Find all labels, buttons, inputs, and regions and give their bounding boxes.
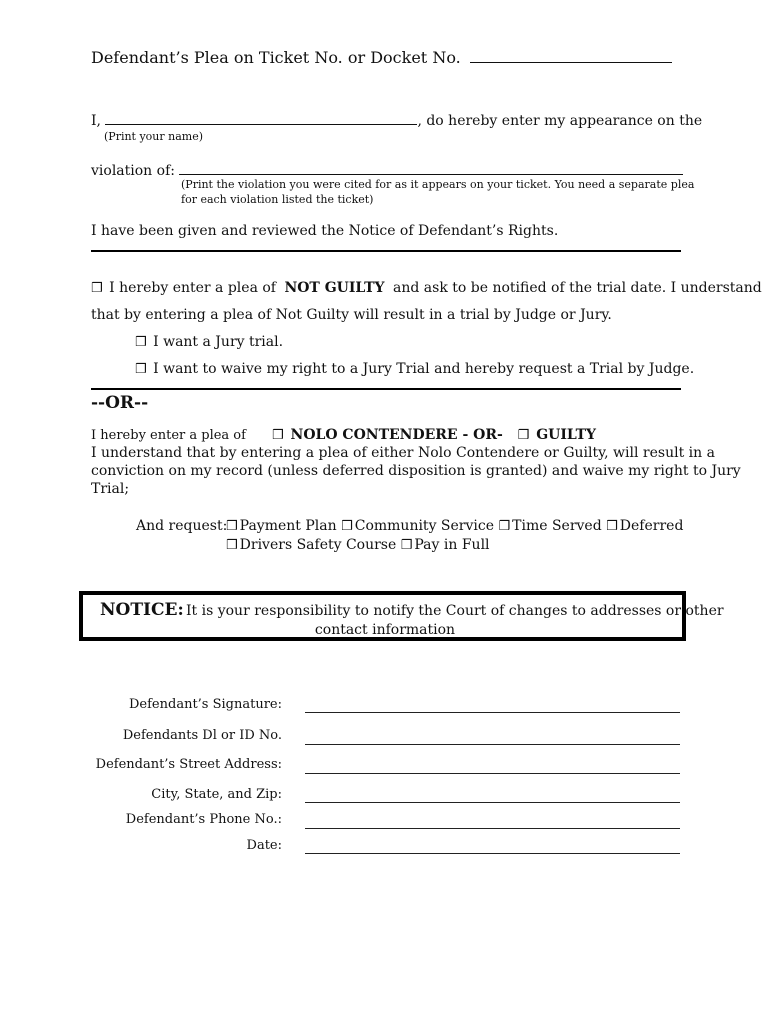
form-title: Defendant’s Plea on Ticket No. or Docket No.	[91, 48, 461, 67]
notice-heading: NOTICE:	[100, 600, 184, 620]
signature-field[interactable]	[305, 712, 680, 713]
appearance-suffix: , do hereby enter my appearance on the	[417, 113, 703, 129]
violation-label: violation of:	[91, 163, 175, 179]
defendant-name-field[interactable]	[105, 110, 417, 125]
jury-trial-option	[135, 334, 283, 350]
notice-line-2: contact information	[314, 622, 456, 638]
community-service-option	[341, 518, 494, 534]
notice-line-1: It is your responsibility to notify the Court of changes to addresses or other	[186, 603, 724, 619]
violation-hint-1: (Print the violation you were cited for as it appears on your ticket. You need a separate plea	[181, 178, 695, 191]
pay-in-full-label: Pay in Full	[414, 537, 490, 553]
phone-label: Defendant’s Phone No.:	[125, 812, 282, 827]
appearance-row	[91, 110, 702, 129]
city-state-zip-label: City, State, and Zip:	[151, 787, 282, 802]
drivers-safety-label: Drivers Safety Course	[239, 537, 397, 553]
drivers-safety-checkbox[interactable]: ❒	[226, 538, 238, 553]
not-guilty-line-2: that by entering a plea of Not Guilty will result in a trial by Judge or Jury.	[91, 307, 612, 323]
deferred-checkbox[interactable]: ❒	[606, 519, 618, 534]
not-guilty-lead: I hereby enter a plea of	[109, 280, 276, 296]
jury-trial-checkbox[interactable]: ❒	[135, 335, 147, 350]
nolo-line-3: conviction on my record (unless deferred disposition is granted) and waive my right to Jury	[91, 463, 741, 479]
drivers-safety-option	[226, 537, 396, 553]
payment-plan-option	[226, 518, 337, 534]
nolo-label: NOLO CONTENDERE - OR-	[290, 427, 503, 443]
judge-trial-checkbox[interactable]: ❒	[135, 362, 147, 377]
time-served-option	[498, 518, 601, 534]
community-service-checkbox[interactable]: ❒	[341, 519, 353, 534]
not-guilty-rest: and ask to be notified of the trial date. I understand	[393, 280, 762, 296]
pay-in-full-checkbox[interactable]: ❒	[400, 538, 413, 553]
phone-field[interactable]	[305, 828, 680, 829]
section-divider-2	[91, 388, 681, 390]
guilty-label: GUILTY	[536, 427, 597, 443]
nolo-line-4: Trial;	[91, 481, 130, 497]
time-served-label: Time Served	[512, 518, 602, 534]
time-served-checkbox[interactable]: ❒	[498, 519, 511, 534]
section-divider-1	[91, 250, 681, 252]
name-hint: (Print your name)	[104, 130, 204, 143]
community-service-label: Community Service	[354, 518, 495, 534]
signature-label: Defendant’s Signature:	[129, 697, 282, 712]
id-number-label: Defendants Dl or ID No.	[122, 728, 282, 743]
street-address-label: Defendant’s Street Address:	[95, 757, 282, 772]
request-label: And request:	[136, 518, 228, 534]
request-row-1	[226, 518, 683, 534]
date-label: Date:	[246, 838, 282, 853]
street-address-field[interactable]	[305, 773, 680, 774]
docket-number-field[interactable]	[470, 48, 672, 63]
judge-trial-label: I want to waive my right to a Jury Trial and hereby request a Trial by Judge.	[153, 361, 695, 377]
appearance-prefix: I,	[91, 113, 101, 129]
deferred-option	[606, 518, 683, 534]
deferred-label: Deferred	[619, 518, 684, 534]
nolo-options-row	[272, 427, 596, 443]
violation-row	[91, 160, 683, 179]
nolo-line-2: I understand that by entering a plea of either Nolo Contendere or Guilty, will result in a	[91, 445, 715, 461]
form-title-row	[91, 48, 672, 67]
not-guilty-row	[91, 280, 762, 296]
nolo-lead: I hereby enter a plea of	[91, 428, 246, 443]
guilty-checkbox[interactable]: ❒	[517, 428, 530, 443]
rights-statement: I have been given and reviewed the Notice of Defendant’s Rights.	[91, 223, 559, 239]
date-field[interactable]	[305, 853, 680, 854]
not-guilty-checkbox[interactable]: ❒	[91, 281, 103, 296]
payment-plan-checkbox[interactable]: ❒	[226, 519, 238, 534]
jury-trial-label: I want a Jury trial.	[153, 334, 284, 350]
city-state-zip-field[interactable]	[305, 802, 680, 803]
id-number-field[interactable]	[305, 744, 680, 745]
request-row-2	[226, 537, 490, 553]
pay-in-full-option	[401, 537, 490, 553]
not-guilty-plea: NOT GUILTY	[284, 280, 385, 296]
payment-plan-label: Payment Plan	[239, 518, 337, 534]
or-divider: --OR--	[91, 393, 149, 413]
violation-field[interactable]	[179, 160, 683, 175]
nolo-checkbox[interactable]: ❒	[272, 428, 284, 443]
judge-trial-option	[135, 361, 694, 377]
violation-hint-2: for each violation listed the ticket)	[181, 193, 374, 206]
